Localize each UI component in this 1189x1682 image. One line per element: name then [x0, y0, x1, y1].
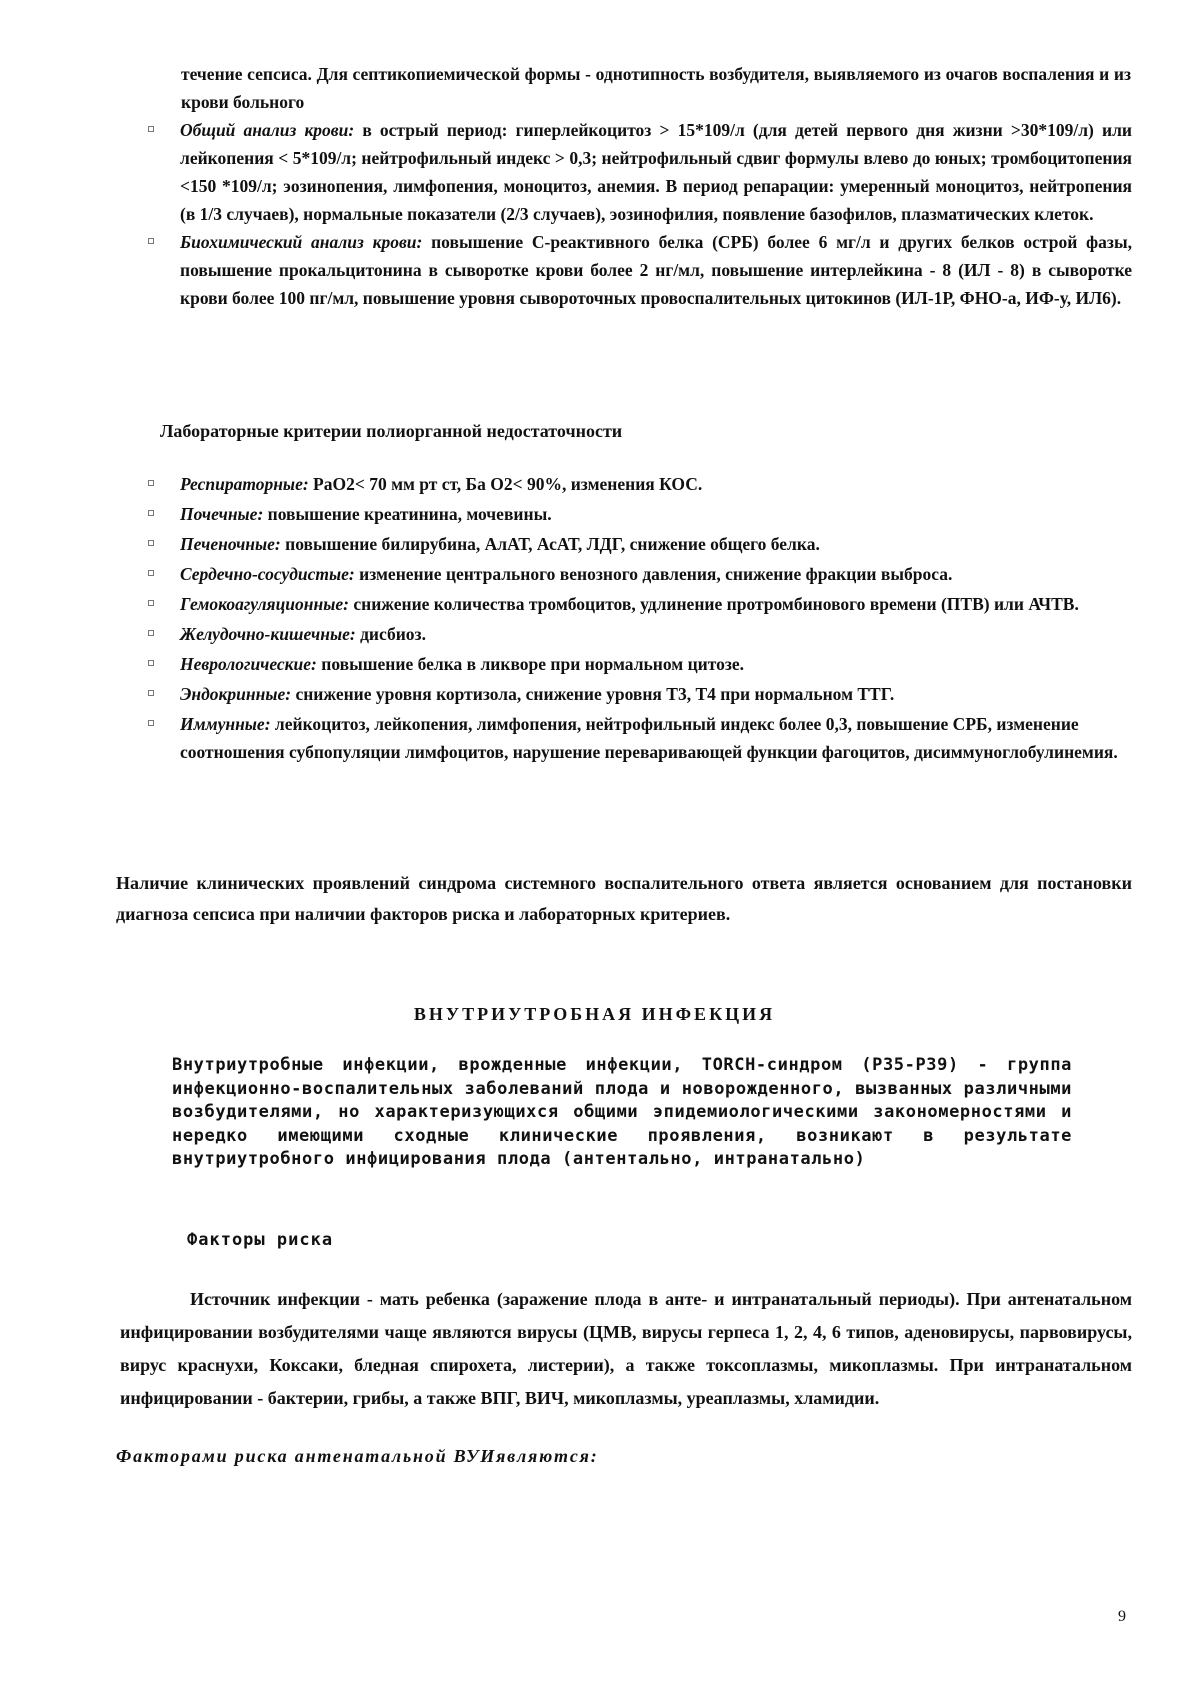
- section-title: ВНУТРИУТРОБНАЯ ИНФЕКЦИЯ: [413, 1004, 776, 1024]
- item-text: снижение уровня кортизола, снижение уровня Т3, Т4 при нормальном ТТГ.: [291, 684, 895, 704]
- bullet-square-icon: [148, 126, 154, 132]
- lab-tests-list: [142, 116, 1132, 312]
- item-text: повышение билирубина, АлАТ, АсАТ, ЛДГ, снижение общего белка.: [280, 534, 820, 554]
- item-label: Неврологические:: [180, 654, 317, 674]
- item-label: Респираторные:: [180, 474, 309, 494]
- item-text: повышение С-реактивного белка (СРБ) более 6 мг/л и других белков острой фазы, повышение прокальцитонина в сыворотке крови более 2 нг/мл, повышение интерлейкина - 8 (ИЛ - 8) в сыворотке крови более 100 пг/мл, повышение уровня сывороточных провоспалительных цитокинов (ИЛ-1Р, ФНО-а, ИФ-у, ИЛ6).: [180, 232, 1132, 308]
- list-item: [142, 470, 1132, 498]
- list-item: [142, 560, 1132, 588]
- bullet-square-icon: [148, 570, 154, 576]
- list-item: [142, 680, 1132, 708]
- conclusion-paragraph: Наличие клинических проявлений синдрома системного воспалительного ответа является основанием для постановки диагноза сепсиса при наличии факторов риска и лабораторных критериев.: [116, 873, 1132, 924]
- bullet-square-icon: [148, 480, 154, 486]
- list-item: [142, 530, 1132, 558]
- page-number: 9: [1118, 1608, 1126, 1625]
- bullet-square-icon: [148, 600, 154, 606]
- item-label: Биохимический анализ крови:: [180, 232, 423, 252]
- bullet-square-icon: [148, 630, 154, 636]
- item-label: Иммунные:: [180, 714, 271, 734]
- list-item: [142, 500, 1132, 528]
- sepsis-continuation-text: течение сепсиса. Для септикопиемической формы - однотипность возбудителя, выявляемого из очагов воспаления и из крови больного: [181, 64, 1131, 112]
- criteria-heading: Лабораторные критерии полиорганной недостаточности: [160, 421, 623, 441]
- list-item: [142, 228, 1132, 312]
- item-text: повышение белка в ликворе при нормальном цитозе.: [316, 654, 745, 674]
- infection-source-paragraph: Источник инфекции - мать ребенка (заражение плода в анте- и интранатальный периоды). При антенатальном инфицировании возбудителями чаще являются вирусы (ЦМВ, вирусы герпеса 1, 2, 4, 6 типов, аденовирусы, парвовирусы, вирус краснухи, Коксаки, бледная спирохета, листерии), а также токсоплазмы, микоплазмы. При интранатальном инфицировании - бактерии, грибы, а также ВПГ, ВИЧ, микоплазмы, уреаплазмы, хламидии.: [120, 1289, 1132, 1408]
- bullet-square-icon: [148, 720, 154, 726]
- organ-criteria-list: [142, 470, 1132, 768]
- item-label: Гемокоагуляционные:: [180, 594, 349, 614]
- list-item: [142, 590, 1132, 618]
- list-item: [142, 710, 1132, 766]
- item-label: Желудочно-кишечные:: [180, 624, 356, 644]
- bullet-square-icon: [148, 510, 154, 516]
- list-item: [142, 620, 1132, 648]
- item-text: повышение креатинина, мочевины.: [263, 504, 552, 524]
- antenatal-factors-heading: Факторами риска антенатальной ВУИявляются:: [116, 1446, 599, 1466]
- item-text: в острый период: гиперлейкоцитоз > 15*109/л (для детей первого дня жизни >30*109/л) или лейкопения < 5*109/л; нейтрофильный индекс > 0,3; нейтрофильный сдвиг формулы влево до юных; тромбоцитопения <150 *109/л; эозинопения, лимфопения, моноцитоз, анемия. В период репарации: умеренный моноцитоз, нейтропения (в 1/3 случаев), нормальные показатели (2/3 случаев), эозинофилия, появление базофилов, плазматических клеток.: [180, 120, 1132, 224]
- bullet-square-icon: [148, 540, 154, 546]
- item-label: Общий анализ крови:: [180, 120, 355, 140]
- list-item: [142, 650, 1132, 678]
- item-label: Эндокринные:: [180, 684, 292, 704]
- item-text: изменение центрального венозного давления, снижение фракции выброса.: [354, 564, 953, 584]
- list-item: [142, 116, 1132, 228]
- bullet-square-icon: [148, 660, 154, 666]
- definition-paragraph: Внутриутробные инфекции, врожденные инфекции, TORCH-синдром (Р35-Р39) - группа инфекционно-воспалительных заболеваний плода и новорожденного, вызванных различными возбудителями, но характеризующихся общими эпидемиологическими закономерностями и нередко имеющими сходные клинические проявления, возникают в результате внутриутробного инфицирования плода (антентально, интранатально): [172, 1055, 1072, 1169]
- bullet-square-icon: [148, 690, 154, 696]
- risk-factors-heading: Факторы риска: [187, 1230, 334, 1250]
- item-text: РаО2< 70 мм рт ст, Ба О2< 90%, изменения КОС.: [308, 474, 703, 494]
- item-label: Печеночные:: [180, 534, 281, 554]
- item-text: снижение количества тромбоцитов, удлинение протромбинового времени (ПТВ) или АЧТВ.: [348, 594, 1079, 614]
- bullet-square-icon: [148, 238, 154, 244]
- item-text: лейкоцитоз, лейкопения, лимфопения, нейтрофильный индекс более 0,3, повышение СРБ, изменение соотношения субпопуляции лимфоцитов, нарушение переваривающей функции фагоцитов, дисиммуноглобулинемия.: [180, 714, 1118, 762]
- item-text: дисбиоз.: [355, 624, 426, 644]
- item-label: Сердечно-сосудистые:: [180, 564, 355, 584]
- item-label: Почечные:: [180, 504, 264, 524]
